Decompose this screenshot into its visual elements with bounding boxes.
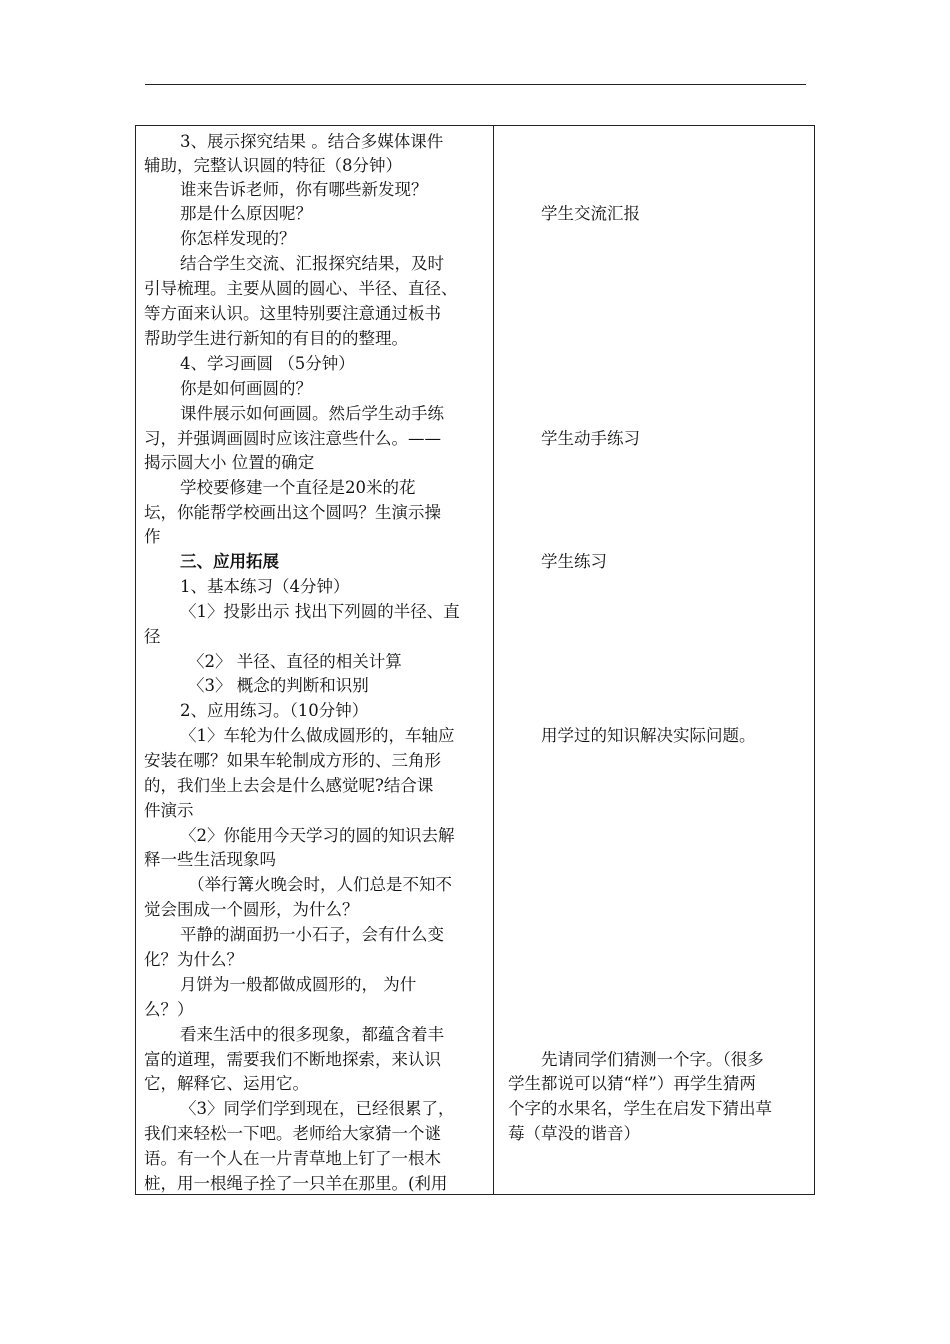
text-line: 月饼为一般都做成圆形的， 为什	[180, 975, 417, 994]
text-line: 平静的湖面扔一小石子，会有什么变	[180, 925, 444, 944]
apply-knowledge-note: 用学过的知识解决实际问题。	[541, 726, 756, 745]
text-line: 它，解释它、运用它。	[144, 1074, 309, 1093]
text-line: 的，我们坐上去会是什么感觉呢?结合课	[144, 776, 434, 795]
text-line: 结合学生交流、汇报探究结果，及时	[180, 254, 444, 273]
text-line: 你是如何画圆的？	[180, 379, 312, 398]
text-line: 课件展示如何画圆。然后学生动手练	[180, 404, 444, 423]
text-line: 1、基本练习（4分钟）	[180, 577, 350, 596]
text-line: （举行篝火晚会时，人们总是不知不	[188, 875, 452, 894]
text-line: 〈1〉车轮为什么做成圆形的，车轴应	[180, 726, 455, 745]
column-divider	[493, 126, 494, 1194]
text-line: 学校要修建一个直径是20米的花	[180, 478, 416, 497]
student-hands-on-note: 学生动手练习	[541, 429, 640, 448]
text-line: 谁来告诉老师，你有哪些新发现？	[180, 180, 428, 199]
text-line: 富的道理，需要我们不断地探索，来认识	[144, 1050, 441, 1069]
riddle-note-line: 莓（草没的谐音）	[508, 1124, 640, 1143]
text-line: 你怎样发现的？	[180, 229, 296, 248]
text-line: 〈3〉同学们学到现在，已经很累了，	[180, 1099, 455, 1118]
text-line: 安装在哪？如果车轮制成方形的、三角形	[144, 751, 441, 770]
text-line: 语。有一个人在一片青草地上钉了一根木	[144, 1149, 441, 1168]
text-line: 〈2〉你能用今天学习的圆的知识去解	[180, 826, 455, 845]
student-practice-note: 学生练习	[541, 552, 607, 571]
text-line: 那是什么原因呢？	[180, 204, 312, 223]
text-line: 么？）	[144, 1000, 194, 1019]
text-line: 帮助学生进行新知的有目的的整理。	[144, 329, 408, 348]
text-line: 看来生活中的很多现象，都蕴含着丰	[180, 1025, 444, 1044]
text-line: 4、学习画圆 （5分钟）	[180, 354, 355, 373]
text-line: 径	[144, 627, 161, 646]
text-line: 化？为什么？	[144, 950, 243, 969]
student-exchange-note: 学生交流汇报	[541, 204, 640, 223]
text-line: 等方面来认识。这里特别要注意通过板书	[144, 304, 441, 323]
text-line: 引导梳理。主要从圆的圆心、半径、直径、	[144, 279, 458, 298]
text-line: 辅助，完整认识圆的特征（8分钟）	[144, 156, 402, 175]
riddle-note-line: 个字的水果名，学生在启发下猜出草	[508, 1099, 772, 1118]
section-heading: 三、应用拓展	[180, 552, 279, 571]
text-line: 习，并强调画圆时应该注意些什么。——	[144, 429, 441, 448]
text-line: 〈1〉投影出示 找出下列圆的半径、直	[180, 602, 460, 621]
text-line: 揭示圆大小 位置的确定	[144, 453, 315, 472]
text-line: 作	[144, 527, 161, 546]
header-rule	[145, 84, 806, 85]
text-line: 件演示	[144, 801, 194, 820]
text-line: 3、展示探究结果 。结合多媒体课件	[180, 132, 444, 151]
riddle-note-line: 先请同学们猜测一个字。（很多	[541, 1050, 764, 1069]
text-line: 释一些生活现象吗	[144, 850, 276, 869]
text-line: 桩，用一根绳子拴了一只羊在那里。(利用	[144, 1174, 448, 1193]
text-line: 坛，你能帮学校画出这个圆吗？生演示操	[144, 503, 441, 522]
text-line: 〈2〉 半径、直径的相关计算	[188, 652, 402, 671]
text-line: 〈3〉 概念的判断和识别	[188, 676, 369, 695]
text-line: 我们来轻松一下吧。老师给大家猜一个谜	[144, 1124, 441, 1143]
text-line: 觉会围成一个圆形，为什么？	[144, 900, 359, 919]
text-line: 2、应用练习。（10分钟）	[180, 701, 369, 720]
riddle-note-line: 学生都说可以猜“样”）再学生猜两	[508, 1074, 756, 1093]
lesson-plan-table	[135, 125, 815, 1195]
